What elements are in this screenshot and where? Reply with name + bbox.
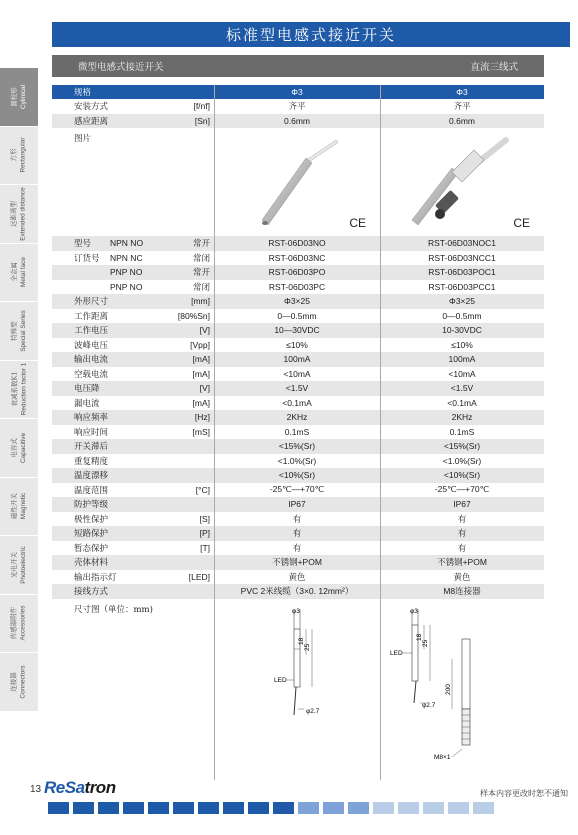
row-unit: [f/nf]	[193, 101, 210, 112]
footer-square	[198, 802, 219, 814]
tab-cn: 光电开关	[9, 551, 18, 578]
table-row	[52, 265, 544, 280]
footer-square	[98, 802, 119, 814]
row-value-a: RST-06D03NC	[268, 252, 326, 263]
tab-cn: 圆柱形	[9, 87, 18, 107]
row-value-a: PVC 2米线缆（3×0. 12mm²）	[240, 586, 354, 597]
row-value-a: 10—30VDC	[274, 325, 320, 336]
subheader-right: 直流三线式	[470, 62, 518, 73]
row-type: PNP NO	[110, 281, 143, 292]
table-row	[52, 512, 544, 527]
row-label: 外形尺寸	[74, 297, 109, 308]
row-unit: [mA]	[192, 354, 210, 365]
category-tab[interactable]	[0, 595, 38, 654]
table-row	[52, 497, 544, 512]
tab-cn: 磁性开关	[10, 493, 18, 520]
row-label: 温度范围	[74, 485, 109, 496]
row-value-a: 有	[292, 513, 302, 524]
category-tab[interactable]	[0, 361, 38, 420]
row-value-a: 黄色	[288, 571, 306, 582]
tab-en: Connectors	[20, 665, 27, 699]
footer-square	[298, 802, 319, 814]
row-label: 安装方式	[74, 102, 109, 113]
category-tab[interactable]	[0, 185, 38, 244]
table-row	[52, 338, 544, 353]
row-value-b: <0.1mA	[447, 397, 477, 408]
row-value-b: <15%(Sr)	[443, 441, 481, 452]
tab-en: Special Series	[20, 309, 27, 352]
category-tab[interactable]	[0, 244, 38, 303]
row-unit: [Sn]	[194, 115, 210, 126]
row-value-a: 0—0.5mm	[277, 310, 317, 321]
row-label: 短路保护	[74, 529, 109, 540]
row-unit: 常开	[192, 267, 210, 278]
row-value-b: <1.0%(Sr)	[442, 455, 482, 466]
table-row	[52, 280, 544, 295]
footer-square	[448, 802, 469, 814]
row-value-b: M8连接器	[443, 586, 481, 597]
row-value-b: 有	[457, 542, 467, 553]
row-value-b: RST-06D03NCC1	[428, 252, 496, 263]
row-value-b: RST-06D03NOC1	[427, 238, 497, 249]
row-label: 型号	[74, 239, 92, 250]
table-row	[52, 251, 544, 266]
dimension-row	[52, 599, 544, 774]
row-value-b: 100mA	[448, 354, 476, 365]
head-col-b: Φ3	[456, 87, 468, 97]
footer-square	[123, 802, 144, 814]
table-row	[52, 99, 544, 114]
footer-square	[73, 802, 94, 814]
page-footer	[0, 780, 578, 835]
dim-b-led: LED	[390, 649, 403, 657]
row-unit: [S]	[199, 513, 210, 524]
dim-a-dia: φ3	[292, 607, 300, 615]
table-row	[52, 294, 544, 309]
table-row	[52, 526, 544, 541]
row-value-a: 2KHz	[286, 412, 308, 423]
row-value-b: -25℃—+70℃	[434, 484, 490, 495]
category-tab[interactable]	[0, 478, 38, 537]
row-unit: [mS]	[192, 426, 210, 437]
row-value-b: 10-30VDC	[442, 325, 482, 336]
row-value-a: -25℃—+70℃	[269, 484, 325, 495]
row-unit: [T]	[200, 542, 210, 553]
table-row	[52, 114, 544, 129]
row-unit: [mA]	[192, 397, 210, 408]
row-label: 温度漂移	[74, 471, 109, 482]
row-unit: [Vpp]	[190, 339, 210, 350]
footer-square	[323, 802, 344, 814]
table-row	[52, 425, 544, 440]
table-row	[52, 584, 544, 599]
page-number: 13	[30, 784, 42, 795]
row-label: 响应时间	[74, 427, 109, 438]
dimension-drawing-a	[214, 599, 380, 776]
row-value-b: 黄色	[453, 571, 471, 582]
row-label: 空载电流	[74, 369, 109, 380]
ce-mark-b: CE	[513, 216, 530, 230]
row-value-a: RST-06D03NO	[268, 238, 326, 249]
footer-square	[348, 802, 369, 814]
dim-b-l1: 18	[416, 633, 423, 641]
tab-cn: 电容式	[9, 438, 18, 458]
tab-cn: 连接器	[10, 672, 18, 692]
dim-a-l1: 18	[298, 637, 305, 645]
tab-cn: 传感器附件	[9, 607, 18, 640]
table-row	[52, 555, 544, 570]
resatron-logo: ReSatron	[44, 778, 116, 797]
row-value-a: 有	[292, 542, 302, 553]
row-value-a: <0.1mA	[282, 397, 312, 408]
row-label: 电压降	[74, 384, 100, 395]
table-row	[52, 323, 544, 338]
product-image-a	[214, 128, 380, 236]
row-unit: 常闭	[192, 252, 210, 263]
table-row	[52, 454, 544, 469]
row-label: 波峰电压	[74, 340, 109, 351]
footer-square	[473, 802, 494, 814]
row-value-a: IP67	[288, 499, 306, 510]
tab-en: Metal face	[20, 257, 27, 288]
dim-b-len: 200	[445, 683, 452, 695]
dim-a-led: LED	[274, 676, 287, 684]
footer-square	[398, 802, 419, 814]
table-row	[52, 483, 544, 498]
row-value-a: 不锈钢+POM	[272, 557, 322, 568]
dimension-drawing-b	[380, 599, 544, 776]
spec-table	[52, 85, 544, 774]
subheader-left: 微型电感式接近开关	[78, 62, 164, 73]
row-unit: [P]	[199, 528, 210, 539]
footer-square	[173, 802, 194, 814]
table-head-row	[52, 85, 544, 99]
dim-b-dia: φ3	[410, 607, 418, 615]
dimension-svg-b	[380, 599, 544, 774]
row-value-b: IP67	[453, 499, 471, 510]
table-row	[52, 352, 544, 367]
table-row	[52, 309, 544, 324]
footer-square	[148, 802, 169, 814]
picture-row	[52, 128, 544, 236]
page-title: 标准型电感式接近开关	[52, 22, 570, 47]
dim-b-l2: 25	[422, 639, 429, 647]
category-tab[interactable]	[0, 302, 38, 361]
category-tab[interactable]	[0, 127, 38, 186]
table-row	[52, 570, 544, 585]
table-row	[52, 381, 544, 396]
row-value-b: 有	[457, 513, 467, 524]
tab-en: Reduction factor 1	[20, 362, 28, 416]
row-value-b: ≤10%	[451, 339, 473, 350]
row-label: 订货号	[74, 253, 100, 264]
row-label: 防护等级	[74, 500, 109, 511]
footer-square	[223, 802, 244, 814]
row-value-b: 不锈钢+POM	[437, 557, 487, 568]
category-tab[interactable]	[0, 653, 38, 712]
product-image-b	[380, 128, 544, 236]
row-value-a: 齐平	[288, 101, 306, 112]
dim-a-cable: φ2.7	[306, 707, 320, 715]
row-value-a: 有	[292, 528, 302, 539]
row-value-b: <10%(Sr)	[443, 470, 481, 481]
row-label: 工作距离	[74, 311, 109, 322]
row-label: 输出指示灯	[74, 572, 117, 583]
row-value-a: <1.5V	[285, 383, 309, 394]
row-value-a: 100mA	[283, 354, 311, 365]
row-value-b: 2KHz	[451, 412, 473, 423]
row-value-b: 0.1mS	[449, 426, 475, 437]
footer-square	[273, 802, 294, 814]
tab-en: Accessories	[19, 605, 27, 641]
row-unit: [V]	[199, 383, 210, 394]
row-value-b: 齐平	[453, 101, 471, 112]
tab-cn: 衰减系数K1	[10, 371, 19, 407]
row-unit: [Hz]	[194, 412, 210, 423]
dim-b-thread: M8×1	[434, 753, 451, 761]
row-label: 响应频率	[74, 413, 109, 424]
row-label: 接线方式	[74, 587, 109, 598]
row-value-b: <1.5V	[450, 383, 474, 394]
row-type: PNP NO	[110, 267, 143, 278]
footer-squares	[48, 802, 494, 814]
row-value-b: <10mA	[448, 368, 476, 379]
row-value-a: Φ3×25	[284, 296, 310, 307]
table-row	[52, 236, 544, 251]
section-subheader	[52, 55, 544, 77]
row-value-a: <15%(Sr)	[278, 441, 316, 452]
dimension-label: 尺寸图（单位：mm)	[74, 604, 153, 615]
table-row	[52, 541, 544, 556]
dimension-svg-a	[214, 599, 380, 774]
category-tab[interactable]	[0, 536, 38, 595]
table-row	[52, 439, 544, 454]
row-unit: [°C]	[195, 484, 210, 495]
row-value-b: 有	[457, 528, 467, 539]
row-type: NPN NC	[110, 252, 143, 263]
category-tab[interactable]	[0, 419, 38, 478]
footer-square	[48, 802, 69, 814]
table-row	[52, 468, 544, 483]
row-label: 重复精度	[74, 456, 109, 467]
tab-cn: 远距离型	[10, 200, 19, 227]
row-unit: [LED]	[188, 571, 210, 582]
row-unit: 常开	[192, 238, 210, 249]
table-row	[52, 396, 544, 411]
row-value-b: RST-06D03PCC1	[428, 281, 496, 292]
tab-en: Cylinical	[19, 84, 27, 109]
tab-en: Rectangular	[20, 137, 27, 173]
row-value-a: 0.1mS	[284, 426, 310, 437]
row-label: 输出电流	[74, 355, 109, 366]
row-value-a: <10%(Sr)	[278, 470, 316, 481]
category-tab[interactable]	[0, 68, 38, 127]
category-tabs	[0, 68, 38, 712]
row-unit: [80%Sn]	[177, 310, 210, 321]
row-label: 工作电压	[74, 326, 109, 337]
row-unit: [V]	[199, 325, 210, 336]
row-type: NPN NO	[110, 238, 144, 249]
dim-b-cable: φ2.7	[422, 701, 436, 709]
row-value-a: 0.6mm	[284, 115, 310, 126]
row-value-b: Φ3×25	[449, 296, 475, 307]
row-value-a: RST-06D03PO	[268, 267, 326, 278]
head-col-a: Φ3	[291, 87, 303, 97]
row-unit: [mA]	[192, 368, 210, 379]
tab-cn: 特殊型	[10, 321, 18, 341]
row-value-a: RST-06D03PC	[268, 281, 326, 292]
row-value-b: RST-06D03POC1	[428, 267, 496, 278]
footer-square	[248, 802, 269, 814]
footer-square	[423, 802, 444, 814]
tab-en: Magnetic	[20, 493, 27, 520]
row-label: 极性保护	[74, 514, 109, 525]
dim-a-l2: 25	[304, 643, 311, 651]
row-value-b: 0—0.5mm	[442, 310, 482, 321]
footer-note: 样本内容更改时恕不通知	[480, 789, 568, 798]
row-unit: [mm]	[191, 296, 210, 307]
tab-en: Capacitive	[19, 432, 27, 463]
row-value-a: ≤10%	[286, 339, 308, 350]
row-label: 壳体材料	[74, 558, 109, 569]
row-value-a: <1.0%(Sr)	[277, 455, 317, 466]
ce-mark-a: CE	[349, 216, 366, 230]
row-label: 暂态保护	[74, 543, 109, 554]
table-row	[52, 367, 544, 382]
tab-en: Photoelectric	[19, 545, 27, 584]
tab-cn: 全金属	[10, 262, 18, 282]
head-label: 规格	[74, 88, 92, 98]
row-label: 开关滞后	[74, 442, 109, 453]
row-unit: 常闭	[192, 281, 210, 292]
row-value-a: <10mA	[283, 368, 311, 379]
row-value-b: 0.6mm	[449, 115, 475, 126]
row-label: 漏电流	[74, 398, 100, 409]
picture-label: 图片	[74, 134, 92, 144]
tab-cn: 方形	[10, 148, 18, 162]
tab-en: Extended distance	[20, 187, 28, 241]
table-row	[52, 410, 544, 425]
footer-square	[373, 802, 394, 814]
row-label: 感应距离	[74, 116, 109, 127]
